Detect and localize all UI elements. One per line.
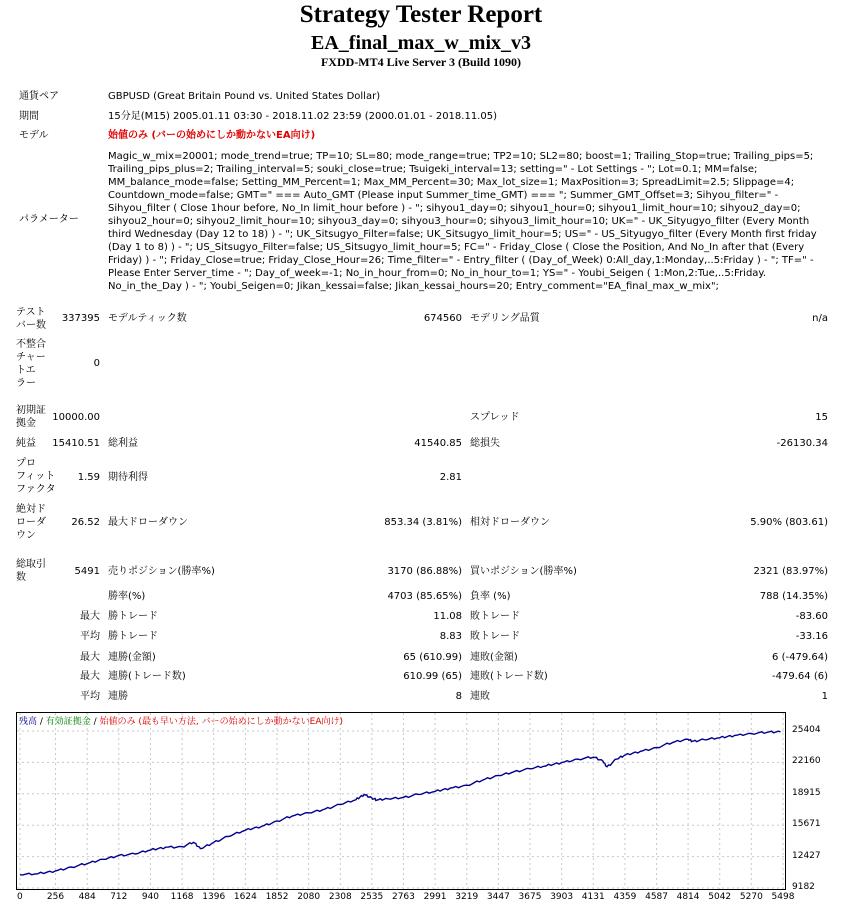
win-value: 4703 (85.65%) xyxy=(387,591,462,602)
cons-loss-count-value: -479.64 (6) xyxy=(772,671,828,682)
mismatch-value: 0 xyxy=(93,358,100,369)
net-label: 純益 xyxy=(16,438,36,449)
x-tick-label: 3903 xyxy=(550,892,574,902)
ticks-label: モデルティック数 xyxy=(108,313,187,324)
x-tick-label: 256 xyxy=(46,892,65,902)
balance-chart-svg xyxy=(17,713,785,889)
rel-dd-label: 相対ドローダウン xyxy=(470,517,550,528)
cons-win-count-label: 連勝(トレード数) xyxy=(108,671,186,682)
y-tick-label: 25404 xyxy=(792,725,821,735)
win-label: 勝率(%) xyxy=(108,591,146,602)
x-tick-label: 4131 xyxy=(581,892,605,902)
long-label: 買いポジション(勝率%) xyxy=(470,566,577,577)
model-label: モデル xyxy=(19,130,49,141)
max-word: 最大 xyxy=(80,611,100,622)
spread-value: 15 xyxy=(815,412,828,423)
pf-label: プロ フィット ファクタ xyxy=(16,458,56,495)
largest-win-value: 11.08 xyxy=(433,611,462,622)
avg-word: 平均 xyxy=(80,631,100,642)
cons-win-money-value: 65 (610.99) xyxy=(403,652,462,663)
trades-label: 総取引 数 xyxy=(16,559,46,583)
avg-word-2: 平均 xyxy=(80,691,100,702)
y-tick-label: 15671 xyxy=(792,819,821,830)
x-tick-label: 2763 xyxy=(391,892,415,902)
cons-win-money-label: 連勝(金額) xyxy=(108,652,156,663)
x-tick-label: 4587 xyxy=(645,892,669,902)
short-value: 3170 (86.88%) xyxy=(387,566,462,577)
gross-loss-value: -26130.34 xyxy=(776,438,828,449)
max-word-3: 最大 xyxy=(80,671,100,682)
bars-value: 337395 xyxy=(61,313,100,324)
bars-label: テスト バー数 xyxy=(16,307,46,331)
legend-margin: 有効証拠金 xyxy=(45,717,91,727)
legend-sep-2: / xyxy=(90,717,100,727)
x-tick-label: 1168 xyxy=(170,892,194,902)
long-value: 2321 (83.97%) xyxy=(753,566,828,577)
ticks-value: 674560 xyxy=(423,313,462,324)
avg-cons-loss-value: 1 xyxy=(821,691,828,702)
x-tick-label: 4359 xyxy=(613,892,637,902)
x-tick-label: 2991 xyxy=(423,892,447,902)
loss-value: 788 (14.35%) xyxy=(759,591,828,602)
pf-value: 1.59 xyxy=(77,472,100,483)
avg-cons-loss-label: 連敗 xyxy=(470,691,490,702)
largest-loss-label: 敗トレード xyxy=(470,611,520,622)
quality-value: n/a xyxy=(812,313,828,324)
deposit-value: 10000.00 xyxy=(52,412,100,423)
rel-dd-value: 5.90% (803.61) xyxy=(750,517,828,528)
short-label: 売りポジション(勝率%) xyxy=(108,566,215,577)
x-tick-label: 1624 xyxy=(233,892,257,902)
avg-cons-win-value: 8 xyxy=(455,691,462,702)
ea-name: EA_final_max_w_mix_v3 xyxy=(311,32,531,54)
x-tick-label: 2535 xyxy=(360,892,384,902)
mismatch-label: 不整合 チャー トエ ラー xyxy=(16,339,46,389)
model-value: 始値のみ (バーの始めにしか動かないEA向け) xyxy=(108,130,316,141)
cons-win-count-value: 610.99 (65) xyxy=(403,671,462,682)
loss-label: 負率 (%) xyxy=(470,591,511,602)
period-value: 15分足(M15) 2005.01.11 03:30 - 2018.11.02 23:59 (2000.01.01 - 2018.11.05) xyxy=(108,111,497,122)
expected-value: 2.81 xyxy=(439,472,462,483)
x-tick-label: 3447 xyxy=(486,892,510,902)
server-name: FXDD-MT4 Live Server 3 (Build 1090) xyxy=(320,55,522,69)
avg-cons-win-label: 連勝 xyxy=(108,691,128,702)
x-tick-label: 2308 xyxy=(328,892,352,902)
gross-loss-label: 総損失 xyxy=(470,438,500,449)
expected-label: 期待利得 xyxy=(108,472,148,483)
x-tick-label: 0 xyxy=(17,892,23,902)
pair-value: GBPUSD (Great Britain Pound vs. United States Dollar) xyxy=(108,91,381,102)
legend-model: 始値のみ (最も早い方法, バーの始めにしか動かないEA向け) xyxy=(99,717,344,727)
x-tick-label: 5270 xyxy=(739,892,763,902)
legend-sep: / xyxy=(37,717,46,727)
cons-loss-money-label: 連敗(金額) xyxy=(470,652,518,663)
avg-loss-value: -33.16 xyxy=(795,631,828,642)
x-tick-label: 4814 xyxy=(676,892,700,902)
params-label: パラメーター xyxy=(19,214,79,225)
balance-chart xyxy=(16,712,786,890)
y-tick-label: 12427 xyxy=(792,850,821,861)
gross-profit-label: 総利益 xyxy=(108,438,138,449)
largest-win-label: 勝トレード xyxy=(108,611,158,622)
report-title: Strategy Tester Report xyxy=(299,1,543,28)
avg-loss-label: 敗トレード xyxy=(470,631,520,642)
x-tick-label: 2080 xyxy=(297,892,321,902)
x-tick-label: 1396 xyxy=(202,892,226,902)
x-tick-label: 5498 xyxy=(771,892,795,902)
y-tick-label: 18915 xyxy=(792,787,821,798)
x-tick-label: 484 xyxy=(78,892,96,902)
max-dd-label: 最大ドローダウン xyxy=(108,517,188,528)
deposit-label: 初期証 拠金 xyxy=(16,405,46,429)
avg-win-label: 勝トレード xyxy=(108,631,158,642)
balance-series-line xyxy=(20,731,781,875)
x-tick-label: 3675 xyxy=(518,892,542,902)
x-tick-label: 940 xyxy=(141,892,160,902)
gross-profit-value: 41540.85 xyxy=(414,438,462,449)
abs-dd-value: 26.52 xyxy=(71,517,100,528)
cons-loss-count-label: 連敗(トレード数) xyxy=(470,671,548,682)
x-tick-label: 712 xyxy=(110,892,128,902)
abs-dd-label: 絶対ド ローダ ウン xyxy=(16,504,46,541)
avg-win-value: 8.83 xyxy=(439,631,462,642)
cons-loss-money-value: 6 (-479.64) xyxy=(772,652,828,663)
chart-legend xyxy=(19,714,343,727)
pair-label: 通貨ペア xyxy=(19,91,59,102)
params-value: Magic_w_mix=20001; mode_trend=true; TP=10; SL=80; mode_range=true; TP2=10; SL2=80; boost=1; Trailing_Stop=true; Trailing_pips=5; Trailing_pips_plus=2; Trailing_interval=5; souki_close=true; Tsuigeki_interval=13; setting=" - Lot Settings - "; Lot=0.1; MM=false; MM_balance_mode=false; Setting_MM_Percent=1; Max_MM_Percent=30; Max_lot_size=1; MaxPosition=3; SpreadLimit=2.5; Slippage=4; Countdown_mode=false; GMT=" === Auto_GMT (Please input Summer_time_GMT) === "; Summer_GMT_Offset=3; Sihyou_filter=" - Sihyou_filter ( Close 1hour before, No_In limit_hour before ) - "; sihyou1_day=0; sihyou1_hour=0; sihyou1_limit_hour=10; sihyou2_day=0; sihyou2_hour=0; sihyou2_limit_hour=10; sihyou3_day=0; sihyou3_hour=0; sihyou3_limit_hour=10; UK=" - UK_Sityugyo_filter (Every Month third Wednesday (Day 12 to 18) ) - "; UK_Sitsugyo_Filter=false; UK_Sitsugyo_limit_hour=5; US=" - US_Sityugyo_filter (Every Month first friday (Day 1 to 8) ) - "; US_Sitsugyo_Filter=false; US_Sitsugyo_limit_hour=5; FC=" - Friday_Close ( Close the Position, And No_In after that (Every Friday) ) - "; Friday_Close=true; Friday_Close_Hour=26; Time_filter=" - Entry_filter ( (Day_of_Week) 0:All_day,1:Monday,..5:Friday ) - "; TF=" - Please Enter Server_time - "; Day_of_week=-1; No_in_hour_from=0; No_in_hour_to=1; YS=" - Youbi_Seigen ( 1:Mon,2:Tue,..5:Friday. No_in_the_Day ) - "; Youbi_Seigen=0; Jikan_kessai=false; Jikan_kessai_hours=20; Entry_comment="EA_final_max_w_mix"; xyxy=(108,151,817,292)
max-word-2: 最大 xyxy=(80,652,100,663)
period-label: 期間 xyxy=(19,111,39,122)
x-tick-label: 5042 xyxy=(708,892,732,902)
largest-loss-value: -83.60 xyxy=(795,611,828,622)
spread-label: スプレッド xyxy=(470,412,520,423)
net-value: 15410.51 xyxy=(52,438,100,449)
legend-balance: 残高 xyxy=(19,717,38,727)
x-tick-label: 3219 xyxy=(455,892,479,902)
y-tick-label: 9182 xyxy=(792,882,815,892)
max-dd-value: 853.34 (3.81%) xyxy=(384,517,462,528)
trades-value: 5491 xyxy=(74,566,100,577)
x-tick-label: 1852 xyxy=(265,892,289,902)
y-tick-label: 22160 xyxy=(792,756,821,767)
quality-label: モデリング品質 xyxy=(470,313,540,324)
